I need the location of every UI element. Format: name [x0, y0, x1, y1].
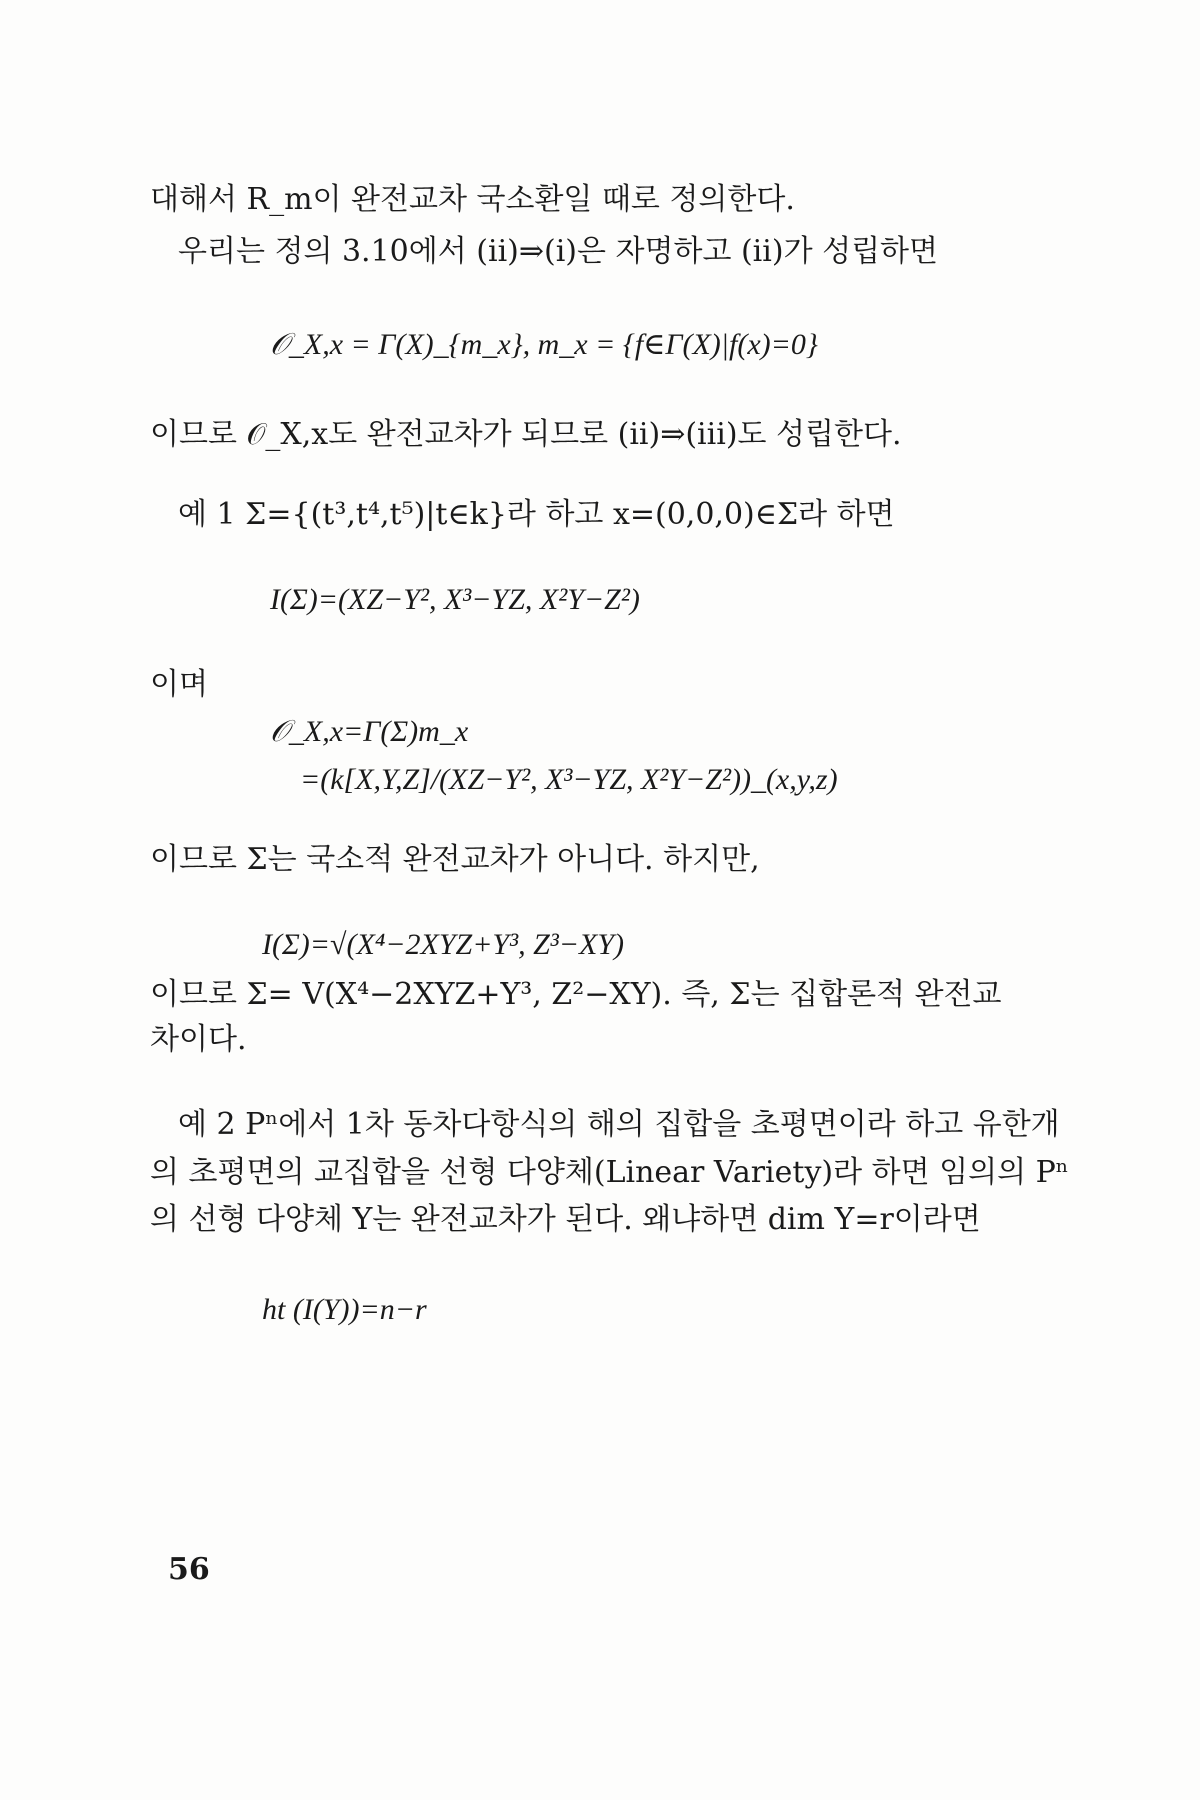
equation-radical: I(Σ)=√(X⁴−2XYZ+Y³, Z³−XY) [262, 928, 625, 961]
equation-local-ring-sigma: 𝒪_X,x=Γ(Σ)m_x [270, 715, 469, 748]
text-line-7: 의 초평면의 교집합을 선형 다양체(Linear Variety)라 하면 임의의 Pⁿ [150, 1155, 1069, 1190]
example-1-heading: 예 1 Σ={(t³,t⁴,t⁵)|t∈k}라 하고 x=(0,0,0)∈Σ라 하면 [178, 497, 895, 532]
page-number: 56 [168, 1552, 210, 1587]
text-line-6: 차이다. [150, 1022, 247, 1057]
example-2-heading: 예 2 Pⁿ에서 1차 동차다항식의 해의 집합을 초평면이라 하고 유한개 [178, 1107, 1060, 1142]
text-line-1: 대해서 R_m이 완전교차 국소환일 때로 정의한다. [150, 182, 795, 217]
text-line-4: 이므로 Σ는 국소적 완전교차가 아니다. 하지만, [150, 842, 760, 877]
text-line-5: 이므로 Σ= V(X⁴−2XYZ+Y³, Z²−XY). 즉, Σ는 집합론적 완전교 [150, 977, 1002, 1012]
equation-height: ht (I(Y))=n−r [262, 1293, 427, 1326]
equation-quotient: =(k[X,Y,Z]/(XZ−Y², X³−YZ, X²Y−Z²))_(x,y,z) [300, 763, 838, 796]
text-line-8: 의 선형 다양체 Y는 완전교차가 된다. 왜냐하면 dim Y=r이라면 [150, 1202, 981, 1237]
text-line-connector: 이며 [150, 667, 208, 702]
text-line-2: 우리는 정의 3.10에서 (ii)⇒(i)은 자명하고 (ii)가 성립하면 [178, 234, 939, 269]
equation-local-ring: 𝒪_X,x = Γ(X)_{m_x}, m_x = {f∈Γ(X)|f(x)=0} [270, 328, 818, 361]
text-line-3: 이므로 𝒪_X,x도 완전교차가 되므로 (ii)⇒(iii)도 성립한다. [150, 417, 902, 452]
equation-ideal: I(Σ)=(XZ−Y², X³−YZ, X²Y−Z²) [270, 583, 640, 616]
